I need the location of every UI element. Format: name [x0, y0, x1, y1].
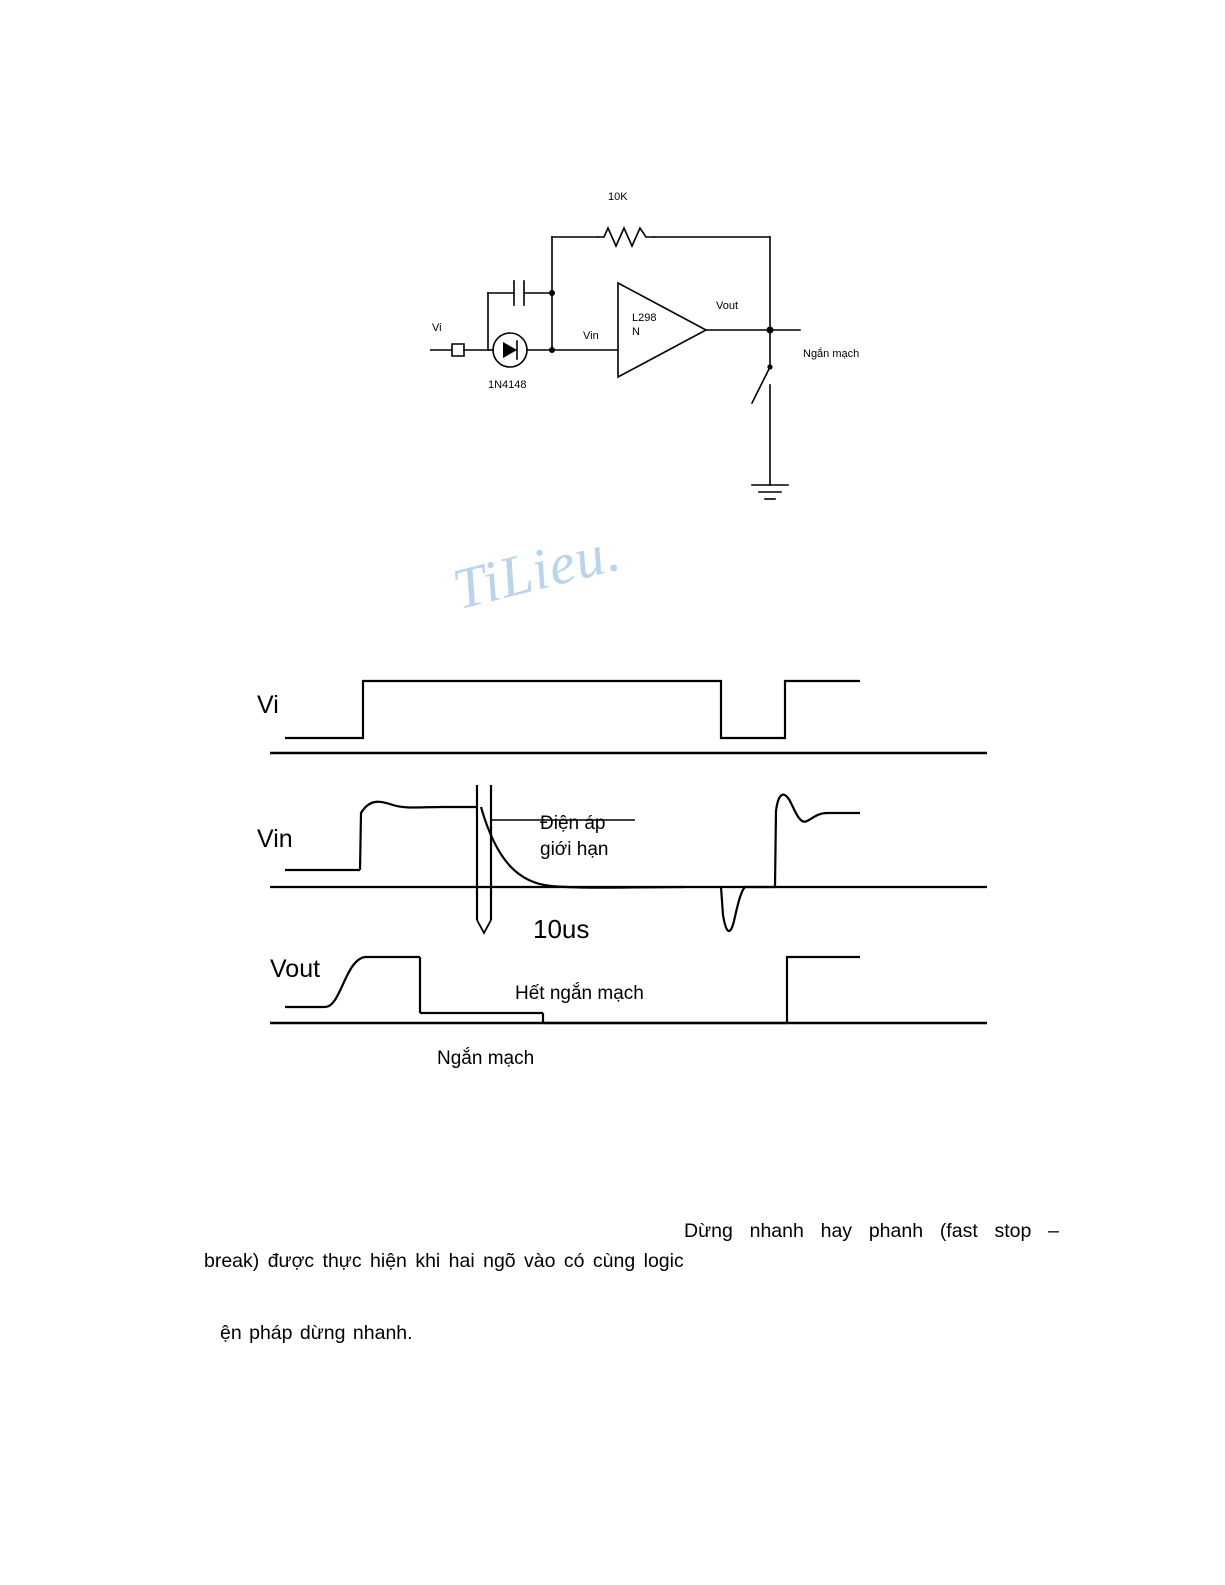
label-trace-vin: Vin — [257, 825, 293, 853]
label-trace-vi: Vi — [257, 691, 279, 719]
label-end-short: Hết ngắn mạch — [515, 983, 644, 1004]
paragraph-method: ện pháp dừng nhanh. — [220, 1321, 413, 1344]
label-short-circuit: Ngắn mạch — [803, 348, 860, 360]
label-duration: 10us — [533, 914, 590, 944]
label-resistor: 10K — [608, 191, 628, 203]
label-vin: Vin — [583, 330, 599, 342]
label-opamp-line1: L298 — [632, 312, 657, 324]
label-trace-vout: Vout — [270, 955, 321, 983]
label-vi: Vi — [432, 322, 442, 334]
label-diode: 1N4148 — [488, 379, 527, 391]
waveform-figure — [215, 615, 1020, 1095]
schematic-figure — [418, 145, 898, 530]
watermark-text: TiLieu. — [446, 517, 627, 622]
label-opamp-line2: N — [632, 326, 640, 338]
label-limit-line2: giới hạn — [540, 839, 609, 860]
label-limit-line1: Điện áp — [540, 813, 606, 834]
label-short-circuit: Ngắn mạch — [437, 1048, 535, 1069]
paragraph-fast-stop: Dừng nhanh hay phanh (fast stop – break) được thực hiện khi hai ngõ vào có cùng logic — [204, 1219, 1059, 1272]
label-vout: Vout — [716, 300, 739, 312]
